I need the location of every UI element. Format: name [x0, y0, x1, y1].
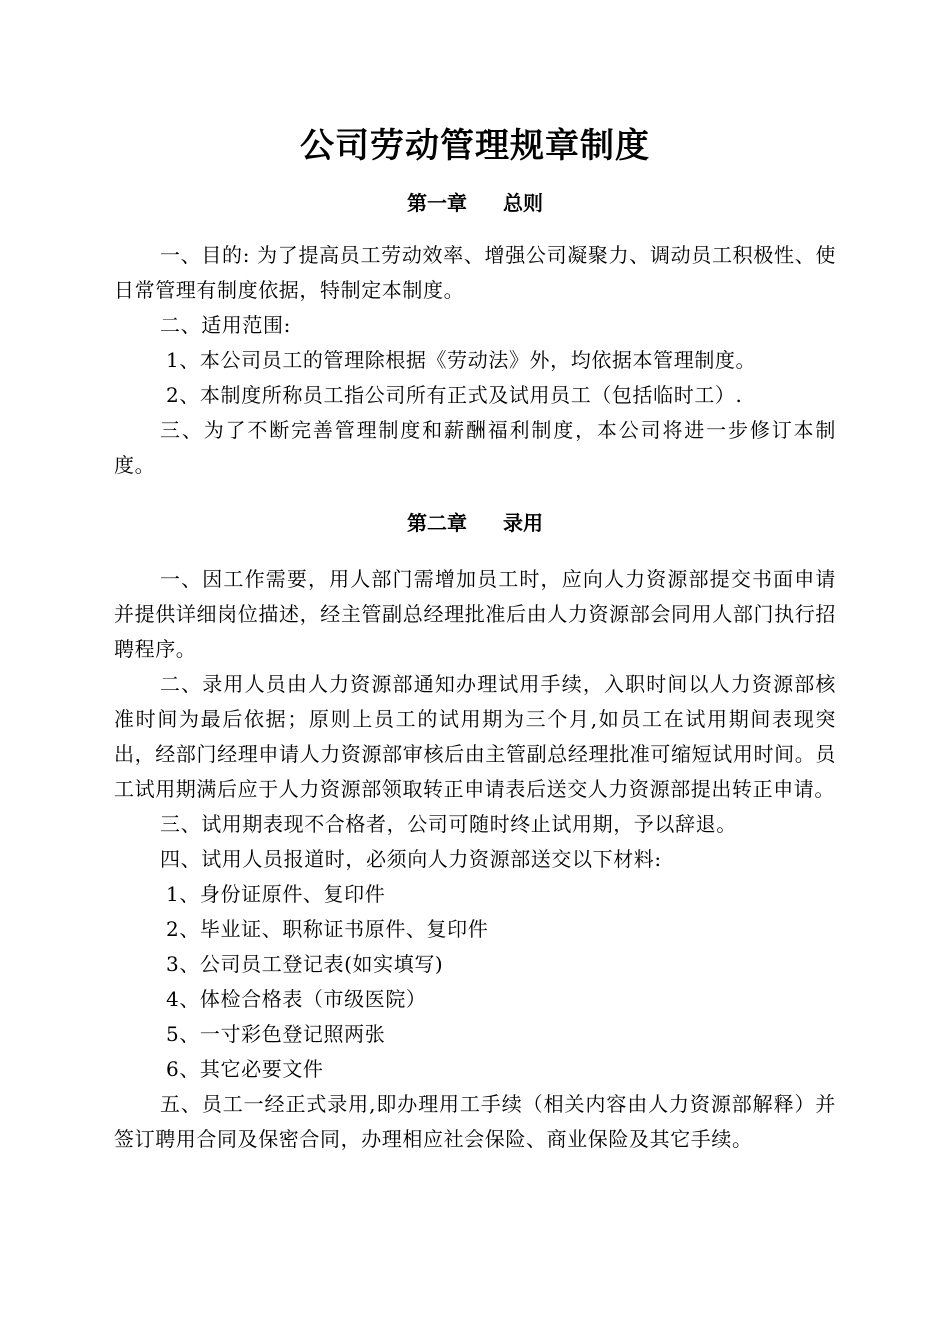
- chapter-2-name: 录用: [503, 511, 543, 535]
- chapter-2-heading: [0, 508, 950, 538]
- list-item: 5、一寸彩色登记照两张: [166, 1022, 386, 1046]
- list-item: 2、本制度所称员工指公司所有正式及试用员工（包括临时工）.: [166, 383, 743, 407]
- paragraph: 三、为了不断完善管理制度和薪酬福利制度，本公司将进一步修订本制度。: [114, 418, 836, 477]
- paragraph: 一、目的: 为了提高员工劳动效率、增强公司凝聚力、调动员工积极性、使日常管理有制度依据，特制定本制度。: [114, 243, 836, 302]
- chapter-2-number: 第二章: [407, 511, 467, 535]
- chapter-1-body: [114, 238, 836, 483]
- chapter-1-number: 第一章: [407, 191, 467, 215]
- list-item: 3、公司员工登记表(如实填写): [166, 952, 444, 976]
- paragraph: 二、录用人员由人力资源部通知办理试用手续，入职时间以人力资源部核准时间为最后依据；原则上员工的试用期为三个月,如员工在试用期间表现突出，经部门经理申请人力资源部审核后由主管副总经理批准可缩短试用时间。员工试用期满后应于人力资源部领取转正申请表后送交人力资源部提出转正申请。: [114, 672, 836, 801]
- chapter-1-heading: [0, 188, 950, 218]
- paragraph: 五、员工一经正式录用,即办理用工手续（相关内容由人力资源部解释）并签订聘用合同及保密合同，办理相应社会保险、商业保险及其它手续。: [114, 1092, 836, 1151]
- paragraph: 四、试用人员报道时，必须向人力资源部送交以下材料:: [160, 847, 662, 871]
- list-item: 2、毕业证、职称证书原件、复印件: [166, 917, 489, 941]
- list-item: 1、本公司员工的管理除根据《劳动法》外，均依据本管理制度。: [166, 348, 757, 372]
- list-item: 4、体检合格表（市级医院）: [166, 987, 427, 1011]
- paragraph: 二、适用范围:: [160, 313, 291, 337]
- chapter-1-name: 总则: [503, 191, 543, 215]
- list-item: 1、身份证原件、复印件: [166, 882, 386, 906]
- list-item: 6、其它必要文件: [166, 1057, 324, 1081]
- paragraph: 三、试用期表现不合格者，公司可随时终止试用期，予以辞退。: [160, 812, 737, 836]
- paragraph: 一、因工作需要，用人部门需增加员工时，应向人力资源部提交书面申请并提供详细岗位描述，经主管副总经理批准后由人力资源部会同用人部门执行招聘程序。: [114, 567, 836, 661]
- chapter-2-body: [114, 562, 836, 1157]
- document-title: 公司劳动管理规章制度: [300, 126, 650, 166]
